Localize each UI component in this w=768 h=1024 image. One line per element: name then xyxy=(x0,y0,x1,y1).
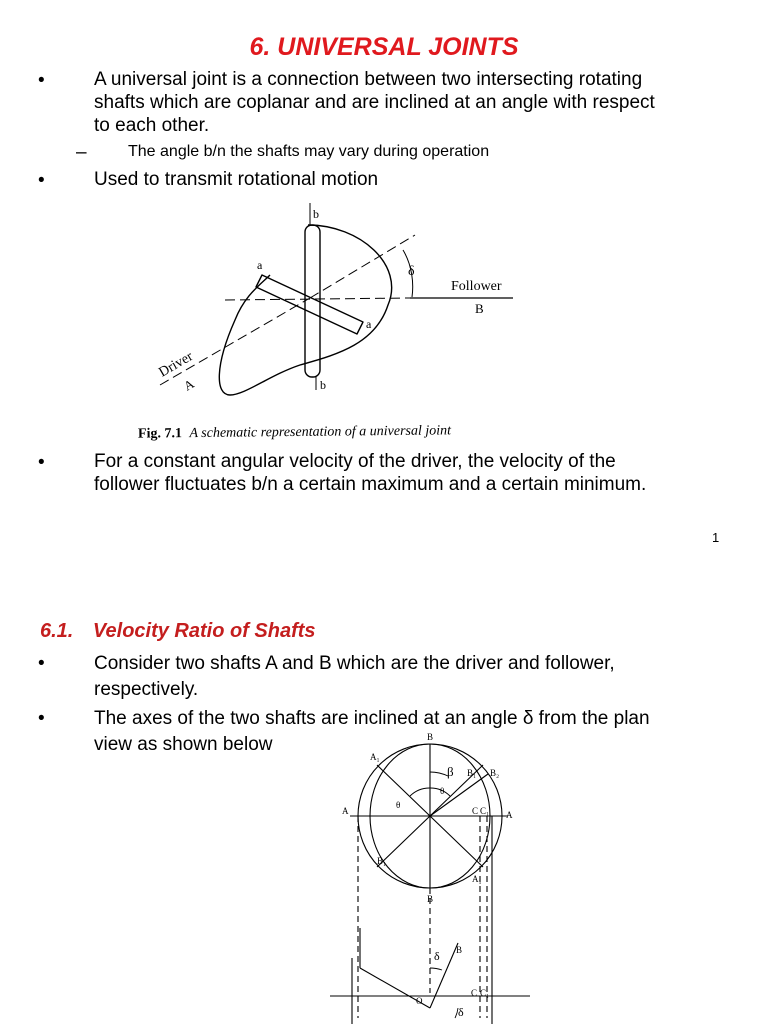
label-B-bottom: B xyxy=(427,894,434,904)
inclined-axis xyxy=(310,235,415,298)
bullet-marker: • xyxy=(38,170,45,191)
label-delta-lower: δ xyxy=(458,1005,464,1019)
label-C1-lower: C₁ xyxy=(480,988,490,998)
bullet-marker: • xyxy=(38,70,45,91)
label-beta: β xyxy=(447,764,454,779)
delta-arc-upper xyxy=(430,968,442,970)
label-A-left: A xyxy=(342,806,349,816)
text-line: follower fluctuates b/n a certain maximum and a certain minimum. xyxy=(94,474,647,495)
label-delta-upper: δ xyxy=(434,949,440,963)
label-a-right: a xyxy=(366,317,372,331)
plan-view-figure xyxy=(330,728,530,1024)
label-B1-bottom: B₁ xyxy=(377,856,387,866)
horizontal-axis xyxy=(225,298,410,300)
label-theta-right: θ xyxy=(440,786,445,796)
text-line: A universal joint is a connection between two intersecting rotating xyxy=(94,69,643,90)
beta-arc xyxy=(430,772,448,776)
driver-axis xyxy=(160,298,310,385)
label-C1: C₁ xyxy=(480,806,490,816)
bullet-text-shafts xyxy=(94,651,615,703)
label-C: C xyxy=(472,806,479,816)
text-line: to each other. xyxy=(94,115,210,136)
label-B-top: B xyxy=(427,732,434,742)
universal-joint-figure xyxy=(120,195,540,445)
text-line: respectively. xyxy=(94,679,199,700)
caption-label: Fig. 7.1 xyxy=(137,426,183,442)
label-A1-bottom: A₁ xyxy=(472,874,482,884)
label-delta: δ xyxy=(408,264,415,279)
label-theta-left: θ xyxy=(396,800,401,810)
label-driver-letter: A xyxy=(181,375,197,394)
label-B1-top: B₁ xyxy=(467,768,477,778)
bullet-text-definition xyxy=(94,68,655,137)
label-A1: A₁ xyxy=(370,752,380,762)
label-C-lower: C xyxy=(471,988,478,998)
section-title: Velocity Ratio of Shafts xyxy=(92,620,316,642)
bullet-text-fluctuation xyxy=(94,450,646,496)
page-number: 1 xyxy=(712,530,720,545)
section-heading xyxy=(40,620,316,643)
text-line: Consider two shafts A and B which are the driver and follower, xyxy=(94,653,615,674)
text-line: For a constant angular velocity of the driver, the velocity of the xyxy=(94,451,616,472)
label-b-bottom: b xyxy=(320,378,326,392)
label-A-right: A xyxy=(506,810,513,820)
bullet-marker: • xyxy=(38,452,45,473)
caption-text: A schematic representation of a universal joint xyxy=(189,423,452,442)
figure-caption xyxy=(138,423,451,442)
label-follower: Follower xyxy=(451,279,502,294)
section-number: 6.1. xyxy=(40,620,74,642)
label-O: O xyxy=(416,996,423,1006)
label-a-left: a xyxy=(257,258,263,272)
text-line: shafts which are coplanar and are inclined at an angle with respect xyxy=(94,92,655,113)
label-driver: Driver xyxy=(156,349,196,381)
text-line: The axes of the two shafts are inclined at an angle δ from the plan xyxy=(94,708,650,729)
text-line: view as shown below xyxy=(94,734,273,755)
label-B2: B₂ xyxy=(490,768,500,778)
bullet-marker: • xyxy=(38,653,45,674)
label-follower-letter: B xyxy=(475,301,484,316)
sub-bullet-marker: – xyxy=(76,142,87,163)
bullet-text-usage xyxy=(94,168,378,191)
cross-bar-diagonal xyxy=(256,275,363,334)
label-B-line: B xyxy=(456,945,463,955)
text-line: Used to transmit rotational motion xyxy=(94,169,379,190)
page-title: 6. UNIVERSAL JOINTS xyxy=(249,33,519,61)
bullet-marker: • xyxy=(38,708,45,729)
sub-bullet-text: The angle b/n the shafts may vary during operation xyxy=(128,143,490,160)
label-b-top: b xyxy=(313,207,319,221)
theta-arc-left xyxy=(410,788,430,796)
